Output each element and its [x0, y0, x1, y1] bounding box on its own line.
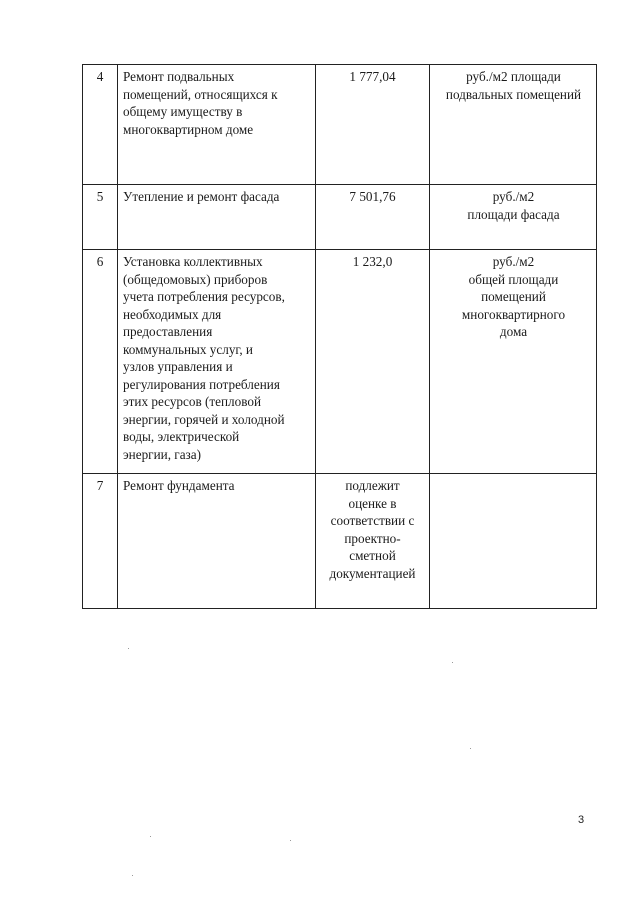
- scan-speck: [132, 875, 133, 876]
- cost-table: [82, 64, 597, 609]
- table-row-4: [83, 65, 597, 185]
- row-number-cell: 7: [83, 474, 118, 609]
- table-row-5: [83, 185, 597, 250]
- row-number-cell: 5: [83, 185, 118, 250]
- row-description-cell: Установка коллективных (общедомовых) приборов учета потребления ресурсов, необходимых для предоставления коммунальных услуг, и узлов управления и регулирования потребления этих ресурсов (тепловой энергии, горячей и холодной воды, электрической энергии, газа): [118, 250, 316, 474]
- row-description-cell: Утепление и ремонт фасада: [118, 185, 316, 250]
- scan-speck: [452, 662, 453, 663]
- table-row-6: [83, 250, 597, 474]
- row-value-cell: 1 777,04: [316, 65, 430, 185]
- row-value-cell: 1 232,0: [316, 250, 430, 474]
- row-description-cell: Ремонт фундамента: [118, 474, 316, 609]
- row-unit-cell: руб./м2 площади фасада: [430, 185, 597, 250]
- scan-speck: [290, 840, 291, 841]
- row-unit-cell: руб./м2 общей площади помещений многоквартирного дома: [430, 250, 597, 474]
- scan-speck: [150, 836, 151, 837]
- scan-speck: [128, 648, 129, 649]
- row-unit-cell: [430, 474, 597, 609]
- page-number: 3: [578, 814, 585, 826]
- row-unit-cell: руб./м2 площади подвальных помещений: [430, 65, 597, 185]
- row-number-cell: 6: [83, 250, 118, 474]
- row-value-cell: подлежит оценке в соответствии с проектно- сметной документацией: [316, 474, 430, 609]
- row-description-cell: Ремонт подвальных помещений, относящихся к общему имуществу в многоквартирном доме: [118, 65, 316, 185]
- table-row-7: [83, 474, 597, 609]
- row-number-cell: 4: [83, 65, 118, 185]
- scan-speck: [470, 748, 471, 749]
- row-value-cell: 7 501,76: [316, 185, 430, 250]
